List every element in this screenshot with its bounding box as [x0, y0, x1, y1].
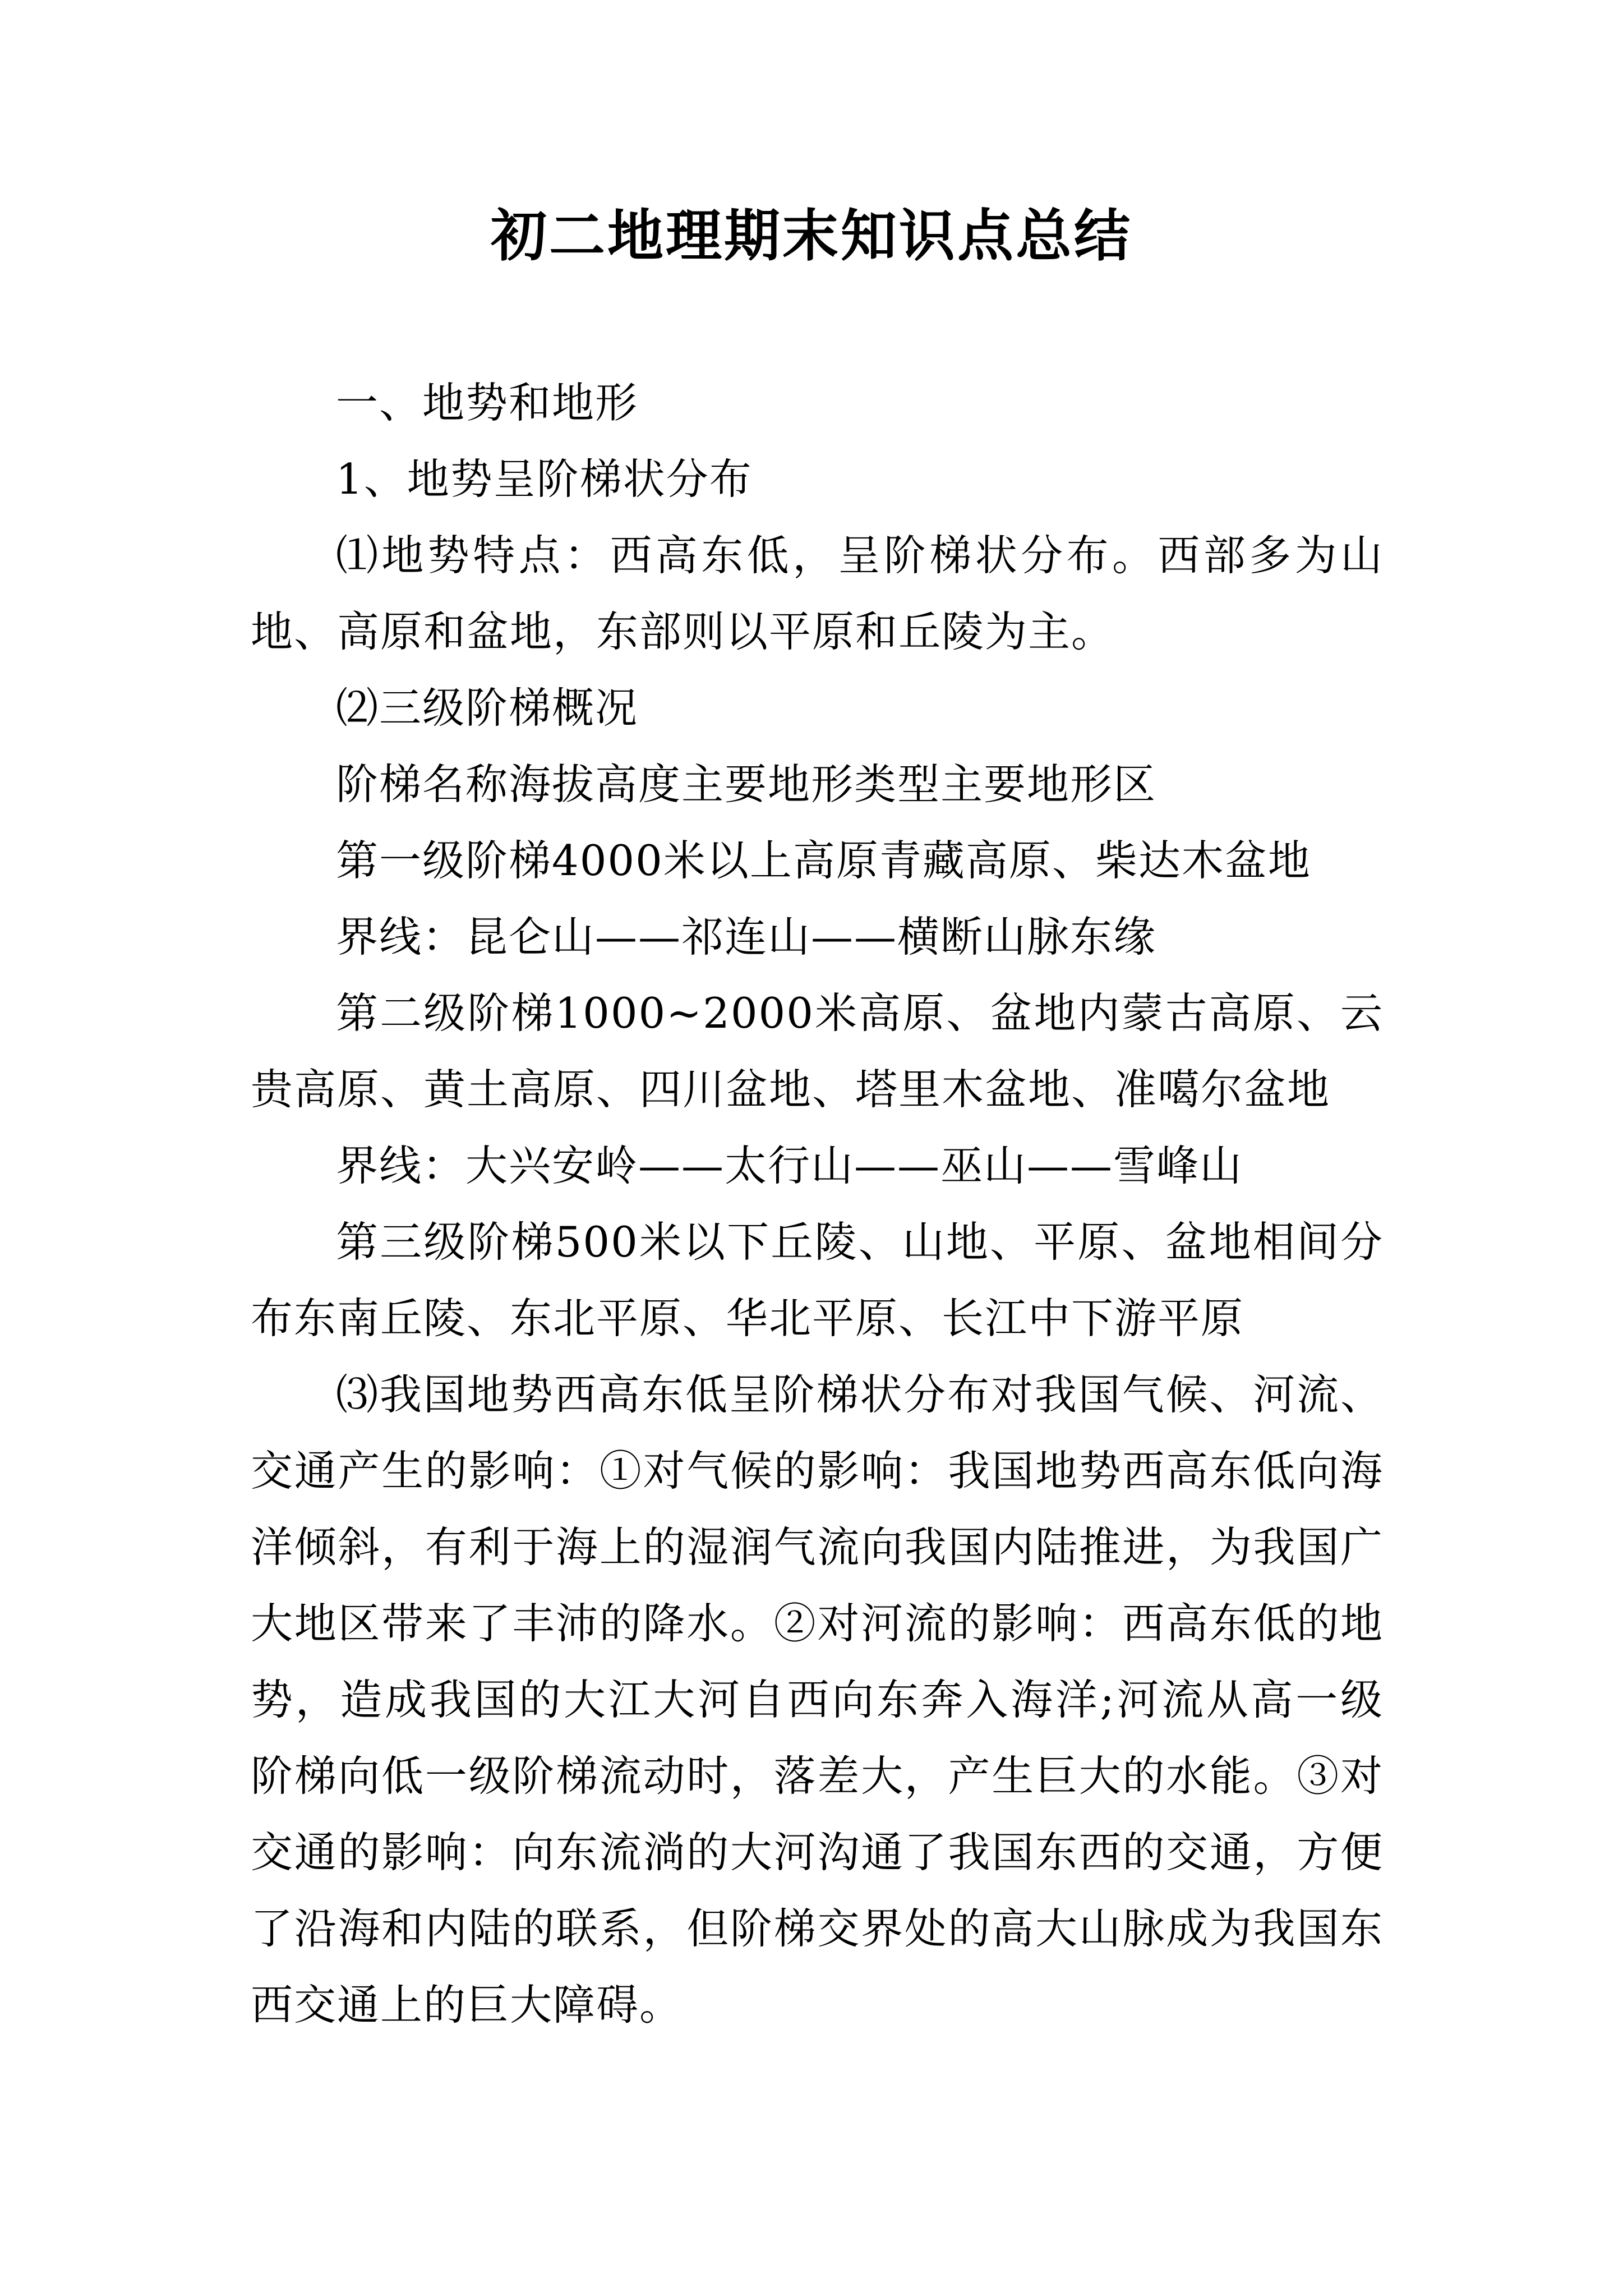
- document-body: [251, 365, 1384, 2043]
- boundary-line-2: 界线：大兴安岭——太行山——巫山——雪峰山: [336, 1141, 1243, 1190]
- section-heading-terrain: 一、地势和地形: [336, 378, 639, 427]
- second-step-line: 第二级阶梯1000~2000米高原、盆地内蒙古高原、云贵高原、黄土高原、四川盆地、塔里木盆地、准噶尔盆地: [251, 988, 1384, 1114]
- paragraph-terrain-impact: ⑶我国地势西高东低呈阶梯状分布对我国气候、河流、交通产生的影响：①对气候的影响：我国地势西高东低向海洋倾斜，有利于海上的湿润气流向我国内陆推进，为我国广大地区带来了丰沛的降水。②对河流的影响：西高东低的地势，造成我国的大江大河自西向东奔入海洋;河流从高一级阶梯向低一级阶梯流动时，落差大，产生巨大的水能。③对交通的影响：向东流淌的大河沟通了我国东西的交通，方便了沿海和内陆的联系，但阶梯交界处的高大山脉成为我国东西交通上的巨大障碍。: [251, 1370, 1384, 2030]
- third-step-line: 第三级阶梯500米以下丘陵、山地、平原、盆地相间分布东南丘陵、东北平原、华北平原、长江中下游平原: [251, 1217, 1384, 1343]
- paragraph-terrain-features: ⑴地势特点：西高东低，呈阶梯状分布。西部多为山地、高原和盆地，东部则以平原和丘陵为主。: [251, 531, 1384, 656]
- subheading-three-steps: ⑵三级阶梯概况: [336, 683, 639, 733]
- document-title: 初二地理期末知识点总结: [491, 203, 1132, 269]
- boundary-line-1: 界线：昆仑山——祁连山——横断山脉东缘: [336, 912, 1157, 961]
- subheading-terrain-steps: 1、地势呈阶梯状分布: [336, 454, 753, 504]
- table-header-line: 阶梯名称海拔高度主要地形类型主要地形区: [336, 760, 1157, 809]
- first-step-line: 第一级阶梯4000米以上高原青藏高原、柴达木盆地: [336, 836, 1311, 885]
